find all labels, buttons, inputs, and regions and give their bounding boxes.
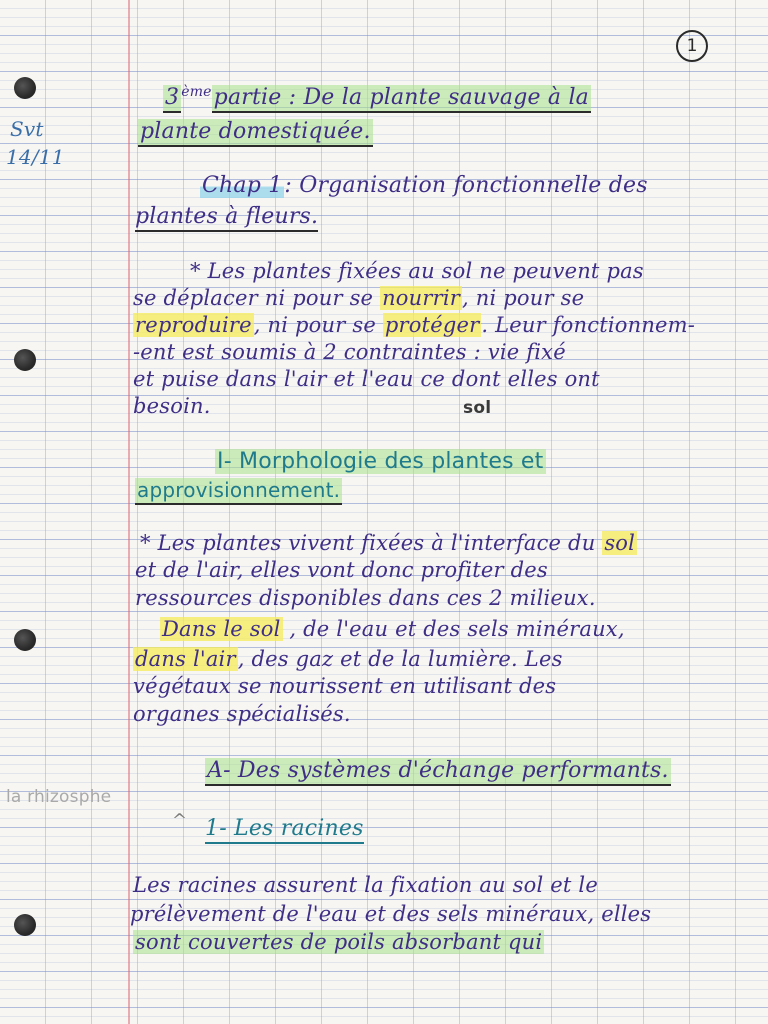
intro-line-2 bbox=[133, 286, 584, 310]
para2-keyword-dans-lair: dans l'air bbox=[135, 647, 236, 671]
subsection-heading-a bbox=[205, 758, 671, 783]
intro-line-3 bbox=[133, 313, 695, 337]
subsection-title: A- Des systèmes d'échange performants. bbox=[205, 758, 671, 786]
intro-line-6: besoin. bbox=[133, 394, 211, 418]
para2-text: , des gaz et de la lumière. Les bbox=[237, 647, 563, 671]
punch-hole bbox=[14, 629, 36, 651]
para2-line-2: et de l'air, elles vont donc profiter des bbox=[135, 558, 548, 582]
part-title-line2: plante domestiquée. bbox=[138, 119, 373, 147]
para2-line-7: organes spécialisés. bbox=[133, 702, 351, 726]
intro-text: . Leur fonctionnem- bbox=[481, 313, 696, 337]
para2-keyword-dans-le-sol: Dans le sol bbox=[162, 617, 281, 641]
chapter-heading bbox=[200, 173, 648, 198]
para2-line-1 bbox=[140, 531, 637, 555]
intro-line-4: -ent est soumis à 2 contraintes : vie fixé bbox=[133, 340, 566, 364]
section-heading-1-line2 bbox=[135, 478, 342, 502]
intro-line-1: * Les plantes fixées au sol ne peuvent pas bbox=[190, 259, 644, 283]
part-title: partie : De la plante sauvage à la bbox=[212, 85, 591, 113]
intro-keyword-nourrir: nourrir bbox=[382, 286, 460, 310]
part-number: 3 bbox=[163, 85, 181, 113]
intro-text: se déplacer ni pour se bbox=[133, 286, 381, 310]
para3-line-1: Les racines assurent la fixation au sol et le bbox=[133, 873, 598, 897]
para2-line-5 bbox=[133, 647, 563, 671]
section-title: I- Morphologie des plantes et bbox=[217, 449, 544, 474]
part-superscript: ème bbox=[181, 84, 212, 100]
part-heading-line2 bbox=[138, 119, 373, 144]
part-heading bbox=[163, 84, 591, 110]
para2-text: * Les plantes vivent fixées à l'interface du bbox=[140, 531, 603, 555]
page-number: 1 bbox=[676, 30, 708, 62]
intro-text: , ni pour se bbox=[462, 286, 585, 310]
para2-line-3: ressources disponibles dans ces 2 milieux. bbox=[135, 586, 596, 610]
chapter-label: Chap 1 bbox=[202, 173, 283, 198]
chapter-title-line2: plantes à fleurs. bbox=[135, 204, 318, 232]
section-heading-1 bbox=[215, 449, 546, 474]
intro-keyword-proteger: protéger bbox=[384, 313, 480, 337]
para2-line-6: végétaux se nourissent en utilisant des bbox=[133, 674, 557, 698]
intro-text: , ni pour se bbox=[253, 313, 383, 337]
subsubsection-heading bbox=[205, 816, 364, 841]
punch-hole bbox=[14, 349, 36, 371]
margin-subject: Svt bbox=[10, 117, 44, 141]
intro-line-5: et puise dans l'air et l'eau ce dont elles ont bbox=[133, 367, 600, 391]
para2-line-4 bbox=[160, 617, 625, 641]
margin-line bbox=[128, 0, 130, 1024]
para3-line-2: prélèvement de l'eau et des sels minéraux, elles bbox=[130, 902, 652, 926]
intro-annotation-sol: sol bbox=[463, 398, 492, 418]
chapter-title: : Organisation fonctionnelle des bbox=[284, 173, 648, 198]
punch-hole bbox=[14, 77, 36, 99]
para2-text: , de l'eau et des sels minéraux, bbox=[282, 617, 625, 641]
para3-line-3 bbox=[133, 930, 544, 954]
chapter-heading-line2 bbox=[135, 204, 318, 229]
punch-hole bbox=[14, 914, 36, 936]
margin-date: 14/11 bbox=[6, 145, 65, 169]
subsubsection-title: 1- Les racines bbox=[205, 816, 364, 844]
margin-pencil-note: la rhizosphe bbox=[6, 787, 112, 807]
caret-mark: ^ bbox=[172, 810, 188, 831]
para2-keyword-sol: sol bbox=[604, 531, 636, 555]
intro-keyword-reproduire: reproduire bbox=[135, 313, 252, 337]
section-title-line2: approvisionnement. bbox=[135, 478, 342, 505]
para3-text: sont couvertes de poils absorbant qui bbox=[135, 930, 543, 954]
